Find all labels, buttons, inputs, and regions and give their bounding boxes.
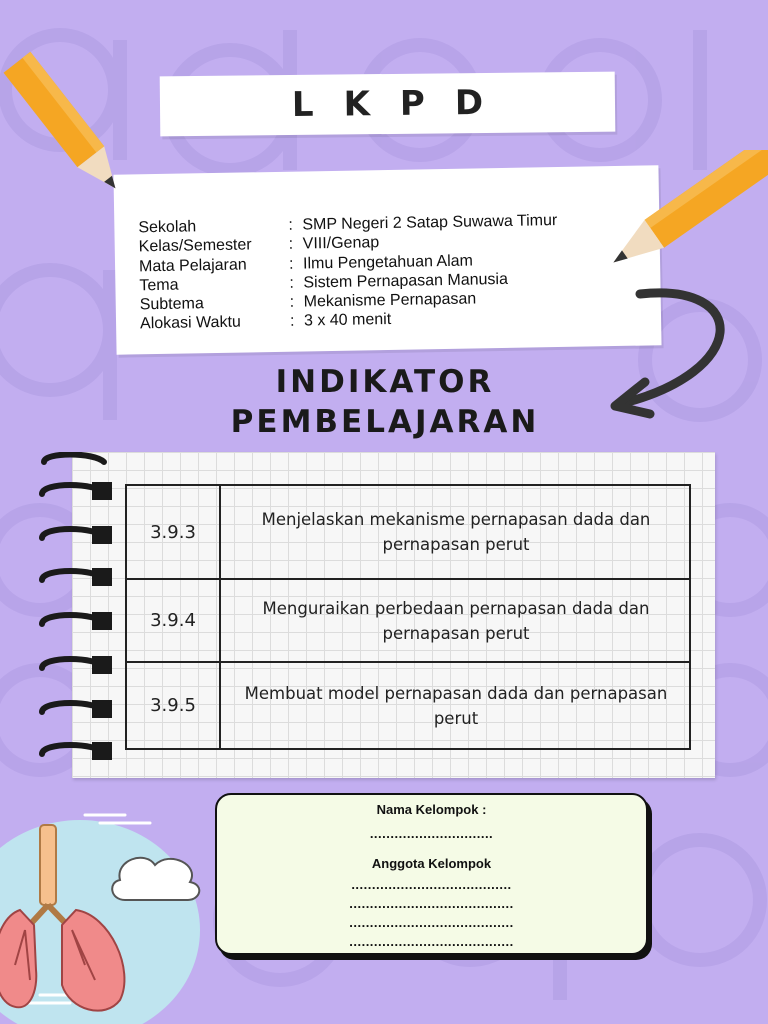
- group-members-label: Anggota Kelompok: [371, 856, 492, 871]
- info-row-tema: Tema : Sistem Pernapasan Manusia: [139, 270, 509, 295]
- page-title: LKPD: [291, 82, 514, 125]
- info-row-sekolah: Sekolah : SMP Negeri 2 Satap Suwawa Timur: [138, 212, 558, 237]
- section-heading: [150, 362, 620, 442]
- member-field[interactable]: ........................................: [349, 915, 514, 930]
- info-label: Kelas/Semester: [138, 236, 252, 256]
- spiral-binding-icon: [34, 452, 124, 782]
- info-row-alokasi: Alokasi Waktu : 3 x 40 menit: [139, 311, 392, 333]
- cloud-icon: [112, 858, 199, 900]
- indicator-code: 3.9.4: [127, 580, 221, 661]
- info-value: Mekanisme Pernapasan: [303, 290, 477, 311]
- member-field[interactable]: ........................................: [349, 934, 514, 949]
- indicator-table: [125, 484, 691, 750]
- group-name-label: Nama Kelompok :: [376, 802, 487, 817]
- table-row: [127, 580, 689, 663]
- heading-line-2: PEMBELAJARAN: [230, 404, 540, 440]
- info-label: Subtema: [139, 295, 204, 314]
- info-value: VIII/Genap: [302, 234, 380, 253]
- info-label: Tema: [139, 276, 179, 295]
- member-field[interactable]: ........................................: [349, 896, 514, 911]
- table-row: [127, 663, 689, 748]
- identity-table: [138, 211, 559, 334]
- info-value: Sistem Pernapasan Manusia: [303, 270, 509, 292]
- title-banner: [160, 72, 616, 137]
- group-members-box: [215, 793, 648, 955]
- curved-arrow-icon: [600, 282, 750, 422]
- info-label: Mata Pelajaran: [138, 256, 247, 275]
- lungs-icon: [0, 790, 210, 1024]
- indicator-text: Menjelaskan mekanisme pernapasan dada dan pernapasan perut: [261, 510, 651, 554]
- info-value: SMP Negeri 2 Satap Suwawa Timur: [302, 212, 558, 234]
- info-value: 3 x 40 menit: [303, 311, 392, 330]
- indicator-code: 3.9.5: [127, 663, 221, 748]
- info-label: Sekolah: [138, 218, 197, 237]
- pencil-icon: [0, 40, 140, 230]
- info-value: Ilmu Pengetahuan Alam: [302, 252, 474, 273]
- info-row-kelas: Kelas/Semester : VIII/Genap: [138, 234, 380, 256]
- info-row-subtema: Subtema : Mekanisme Pernapasan: [139, 290, 477, 314]
- indicator-text: Menguraikan perbedaan pernapasan dada dan pernapasan perut: [262, 598, 650, 643]
- pencil-icon: [580, 150, 768, 290]
- indicator-code: 3.9.3: [127, 486, 221, 578]
- indicator-text: Membuat model pernapasan dada dan pernapasan perut: [244, 683, 668, 728]
- group-name-field[interactable]: ..............................: [369, 826, 494, 841]
- table-row: [127, 486, 689, 580]
- info-label: Alokasi Waktu: [139, 314, 241, 333]
- heading-line-1: INDIKATOR: [275, 364, 495, 400]
- member-field[interactable]: .......................................: [351, 877, 512, 892]
- info-row-mapel: Mata Pelajaran : Ilmu Pengetahuan Alam: [138, 252, 474, 275]
